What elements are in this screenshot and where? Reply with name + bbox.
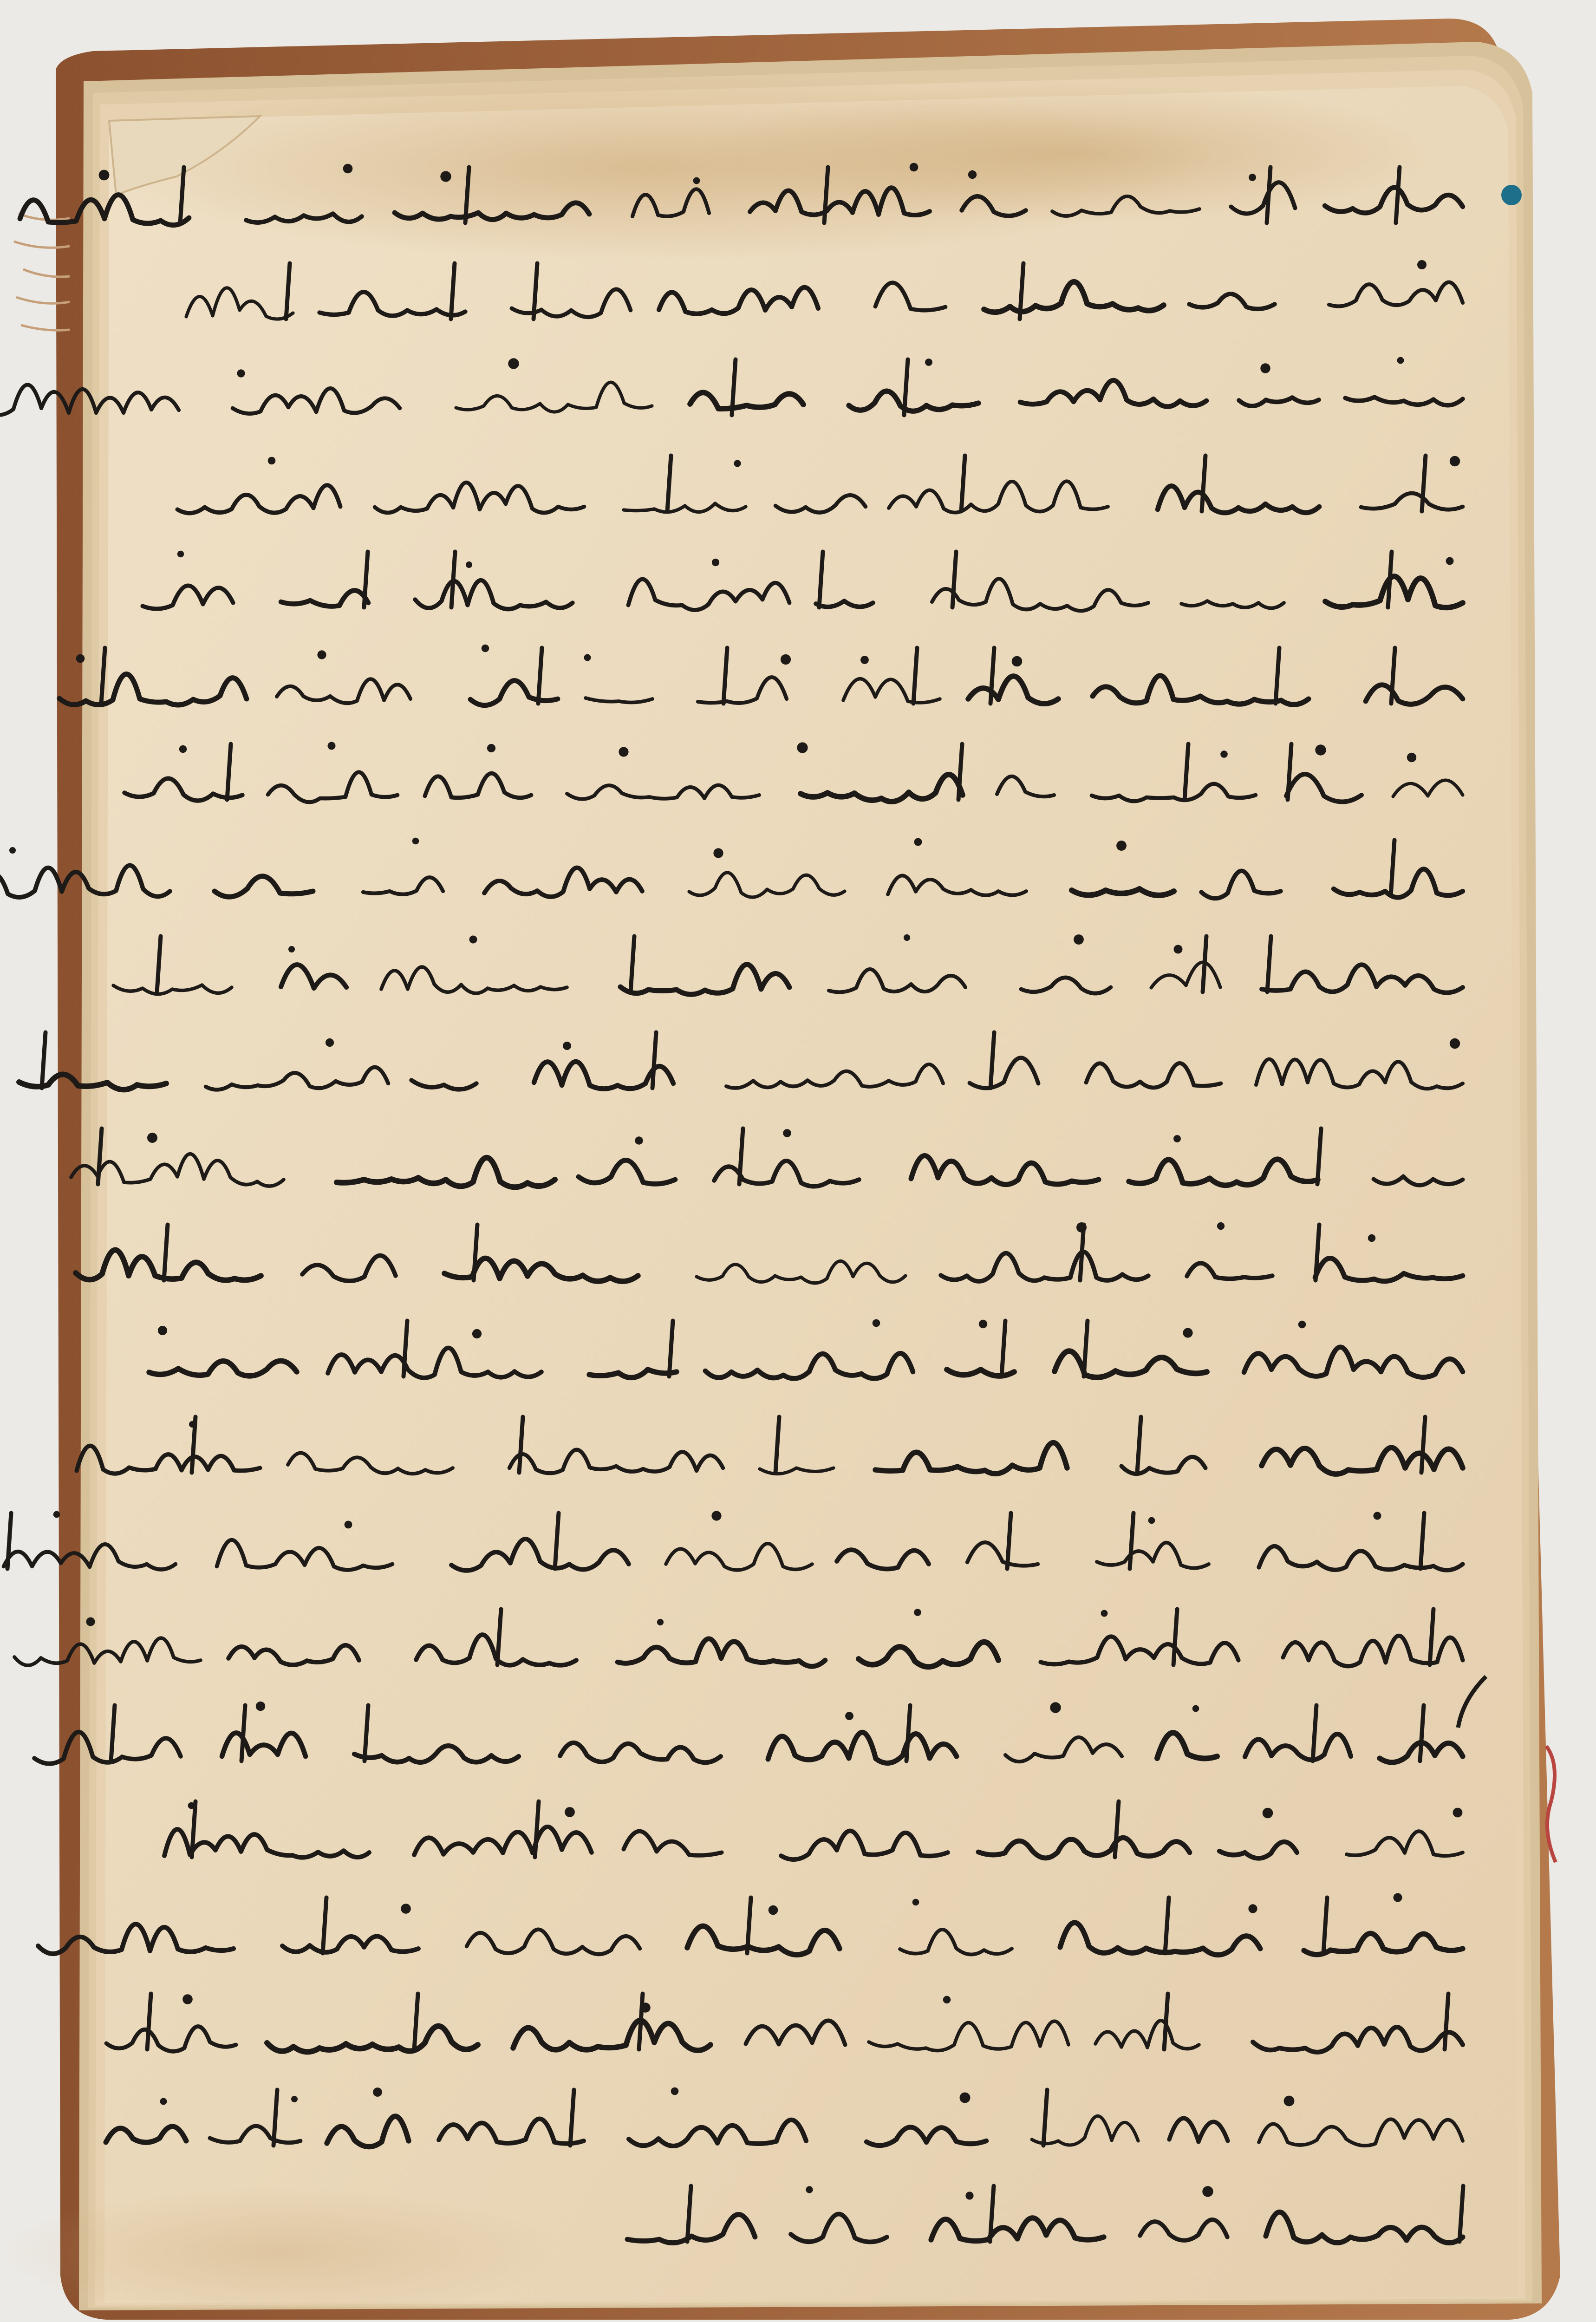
diacritic-dot xyxy=(9,847,16,854)
diacritic-dot xyxy=(99,170,110,181)
manuscript-line xyxy=(153,2302,1523,2322)
manuscript-line xyxy=(153,1499,1523,1599)
manuscript-line xyxy=(153,998,1523,1098)
manuscript-line xyxy=(153,2101,1523,2201)
manuscript-line xyxy=(153,1599,1523,1700)
manuscript-line xyxy=(153,596,1523,697)
manuscript-line xyxy=(153,1399,1523,1499)
diacritic-dot xyxy=(440,171,451,182)
handwriting-stroke xyxy=(7,1513,11,1569)
manuscript-line xyxy=(153,797,1523,897)
handwriting-stroke xyxy=(42,1032,46,1088)
diacritic-dot xyxy=(693,177,700,184)
text-lines xyxy=(153,195,1523,2313)
diacritic-dot xyxy=(1249,174,1256,181)
diacritic-dot xyxy=(53,1511,60,1518)
diacritic-dot xyxy=(86,1618,95,1626)
manuscript-line xyxy=(153,195,1523,295)
manuscript-line xyxy=(153,1900,1523,2001)
manuscript-line xyxy=(153,1098,1523,1198)
manuscript-line xyxy=(153,1800,1523,1900)
manuscript-line xyxy=(153,1700,1523,1800)
manuscript-line xyxy=(153,1298,1523,1399)
manuscript-line xyxy=(153,496,1523,596)
manuscript-line xyxy=(153,1198,1523,1298)
manuscript-line xyxy=(153,396,1523,496)
diacritic-dot xyxy=(76,654,85,663)
manuscript-line xyxy=(153,2201,1523,2302)
diacritic-dot xyxy=(968,170,977,179)
diacritic-dot xyxy=(910,163,919,172)
manuscript-line xyxy=(153,295,1523,396)
diacritic-dot xyxy=(343,164,353,174)
manuscript-line xyxy=(153,697,1523,797)
manuscript-line xyxy=(153,897,1523,998)
manuscript-line xyxy=(153,2001,1523,2101)
